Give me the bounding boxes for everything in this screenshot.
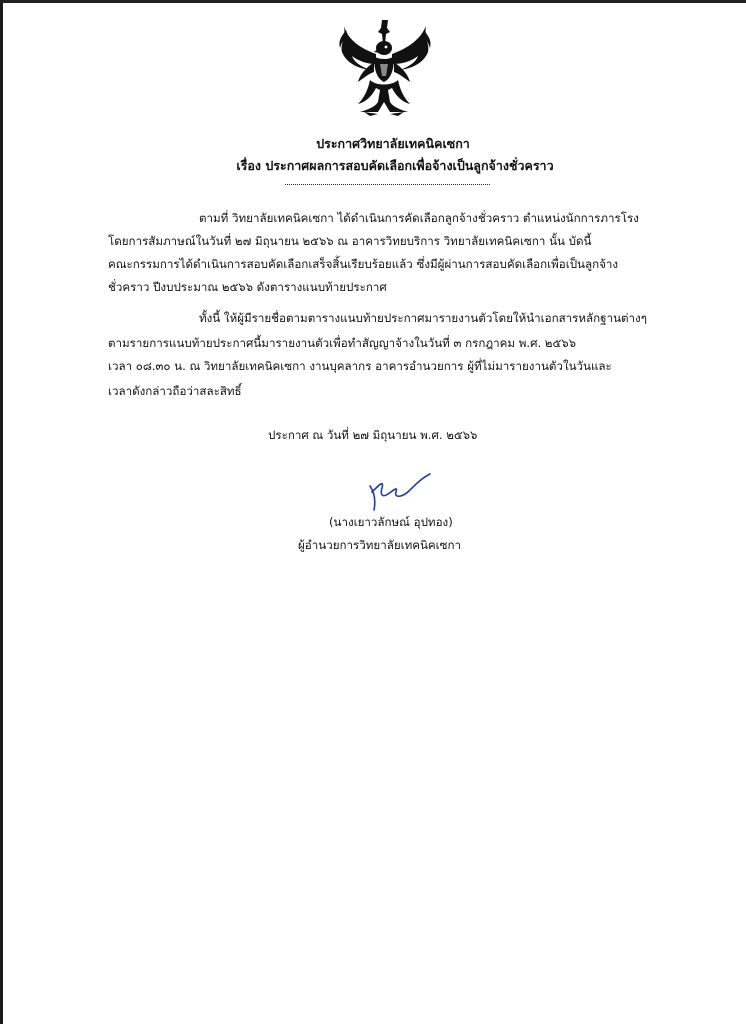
announcement-subject: เรื่อง ประกาศผลการสอบคัดเลือกเพื่อจ้างเป็นลูกจ้างชั่วคราว bbox=[236, 158, 554, 173]
paragraph-2-line-1: ทั้งนี้ ให้ผู้มีรายชื่อตามตารางแนบท้ายประกาศมารายงานตัวโดยให้นำเอกสารหลักฐานต่างๆ bbox=[199, 311, 647, 325]
dotted-divider bbox=[285, 184, 490, 185]
scan-edge-top bbox=[0, 0, 746, 3]
signatory-name: (นางเยาวลักษณ์ อุปทอง) bbox=[329, 515, 453, 529]
paragraph-1-line-2: โดยการสัมภาษณ์ในวันที่ ๒๗ มิถุนายน ๒๕๖๖ ณ อาคารวิทยบริการ วิทยาลัยเทคนิคเซกา นั้น บัดนี้ bbox=[108, 234, 592, 248]
scan-edge bbox=[0, 0, 3, 1024]
paragraph-1-line-3: คณะกรรมการได้ดำเนินการสอบคัดเลือกเสร็จสิ้นเรียบร้อยแล้ว ซึ่งมีผู้ผ่านการสอบคัดเลือกเพื่อเป็นลูกจ้าง bbox=[108, 257, 619, 271]
announcement-title: ประกาศวิทยาลัยเทคนิคเซกา bbox=[316, 136, 470, 151]
paragraph-2-line-2: ตามรายการแนบท้ายประกาศนี้มารายงานตัวเพื่อทำสัญญาจ้างในวันที่ ๓ กรกฎาคม พ.ศ. ๒๕๖๖ bbox=[108, 336, 576, 350]
paragraph-1-line-4: ชั่วคราว ปีงบประมาณ ๒๕๖๖ ดังตารางแนบท้ายประกาศ bbox=[108, 280, 387, 294]
signatory-position: ผู้อำนวยการวิทยาลัยเทคนิคเซกา bbox=[298, 538, 462, 552]
announce-date: ประกาศ ณ วันที่ ๒๗ มิถุนายน พ.ศ. ๒๕๖๖ bbox=[268, 428, 478, 442]
paragraph-1-line-1: ตามที่ วิทยาลัยเทคนิคเซกา ได้ดำเนินการคัดเลือกลูกจ้างชั่วคราว ตำแหน่งนักการภารโรง bbox=[199, 211, 639, 225]
paragraph-2-line-4: เวลาดังกล่าวถือว่าสละสิทธิ์ bbox=[108, 384, 242, 398]
paragraph-2-line-3: เวลา ๐๘.๓๐ น. ณ วิทยาลัยเทคนิคเซกา งานบุคลากร อาคารอำนวยการ ผู้ที่ไม่มารายงานตัวในวันและ bbox=[108, 359, 612, 373]
handwritten-signature bbox=[362, 470, 434, 514]
garuda-emblem-icon bbox=[330, 18, 440, 118]
